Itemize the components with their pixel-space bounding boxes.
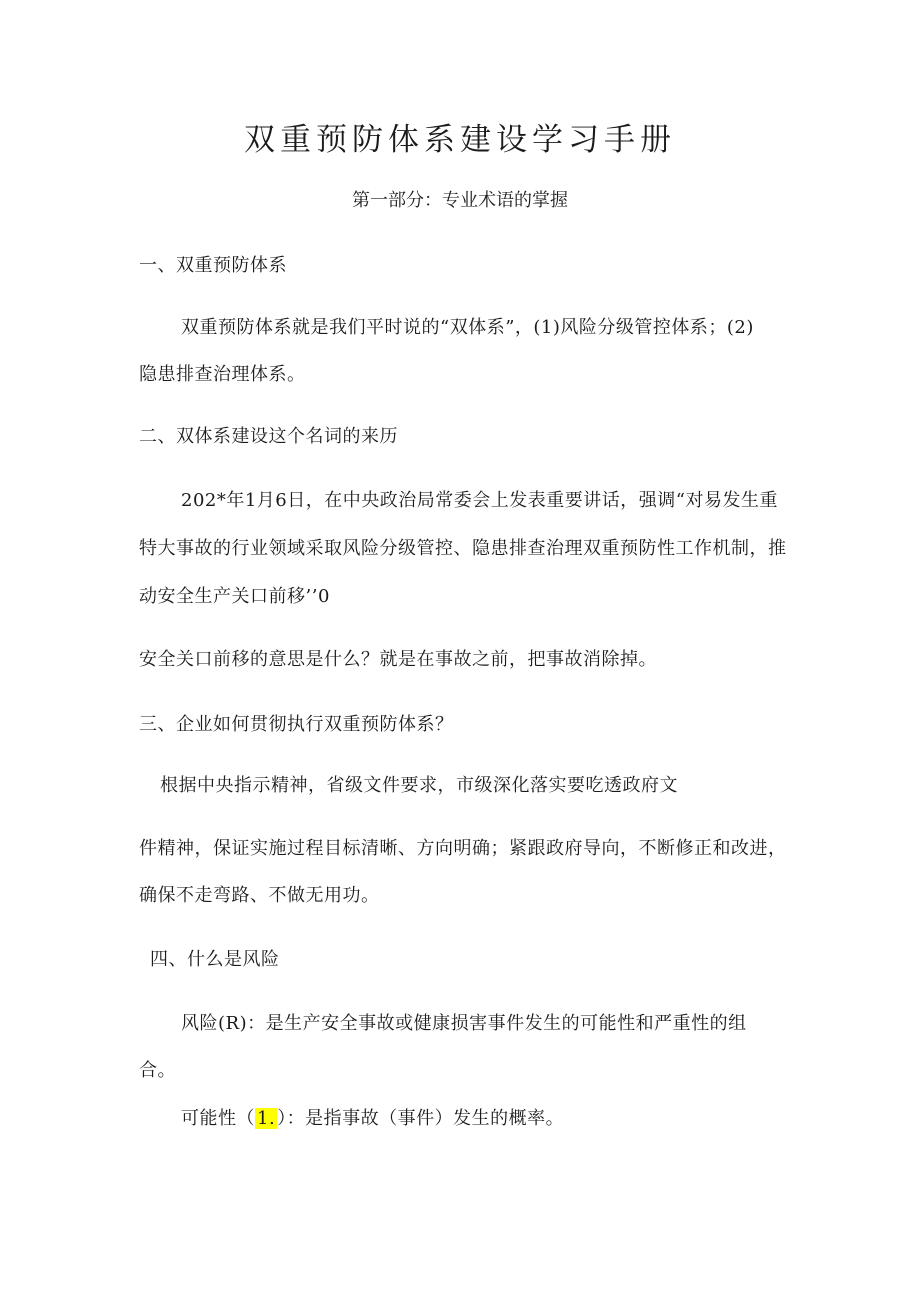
document-title: 双重预防体系建设学习手册 bbox=[244, 122, 676, 158]
text-fragment: 可能性（ bbox=[181, 1108, 255, 1129]
paragraph-line: 件精神，保证实施过程目标清晰、方向明确；紧跟政府导向，不断修正和改进， bbox=[139, 838, 787, 859]
section-heading: 四、什么是风险 bbox=[150, 949, 280, 970]
paragraph-line: 根据中央指示精神，省级文件要求，市级深化落实要吃透政府文 bbox=[160, 775, 678, 796]
paragraph-line: 隐患排查治理体系。 bbox=[139, 364, 306, 385]
paragraph-line bbox=[181, 1107, 564, 1131]
document-subtitle: 第一部分：专业术语的掌握 bbox=[352, 190, 568, 211]
paragraph-line: 202*年1月6日，在中央政治局常委会上发表重要讲话，强调“对易发生重 bbox=[181, 490, 778, 511]
section-heading: 三、企业如何贯彻执行双重预防体系？ bbox=[139, 714, 454, 735]
highlighted-text: 1. bbox=[257, 1108, 276, 1129]
paragraph-line: 动安全生产关口前移’’0 bbox=[139, 586, 330, 607]
paragraph-line: 确保不走弯路、不做无用功。 bbox=[139, 885, 380, 906]
paragraph-line: 特大事故的行业领域采取风险分级管控、隐患排查治理双重预防性工作机制，推 bbox=[139, 538, 787, 559]
section-heading: 一、双重预防体系 bbox=[139, 255, 287, 276]
text-fragment: ）：是指事故（事件）发生的概率。 bbox=[277, 1108, 565, 1129]
paragraph-line: 合。 bbox=[139, 1060, 176, 1081]
paragraph-line: 安全关口前移的意思是什么？就是在事故之前，把事故消除掉。 bbox=[139, 649, 657, 670]
paragraph-line: 双重预防体系就是我们平时说的“双体系”，(1)风险分级管控体系；(2) bbox=[181, 317, 754, 338]
section-heading: 二、双体系建设这个名词的来历 bbox=[139, 426, 398, 447]
paragraph-line: 风险(R)：是生产安全事故或健康损害事件发生的可能性和严重性的组 bbox=[181, 1013, 747, 1034]
